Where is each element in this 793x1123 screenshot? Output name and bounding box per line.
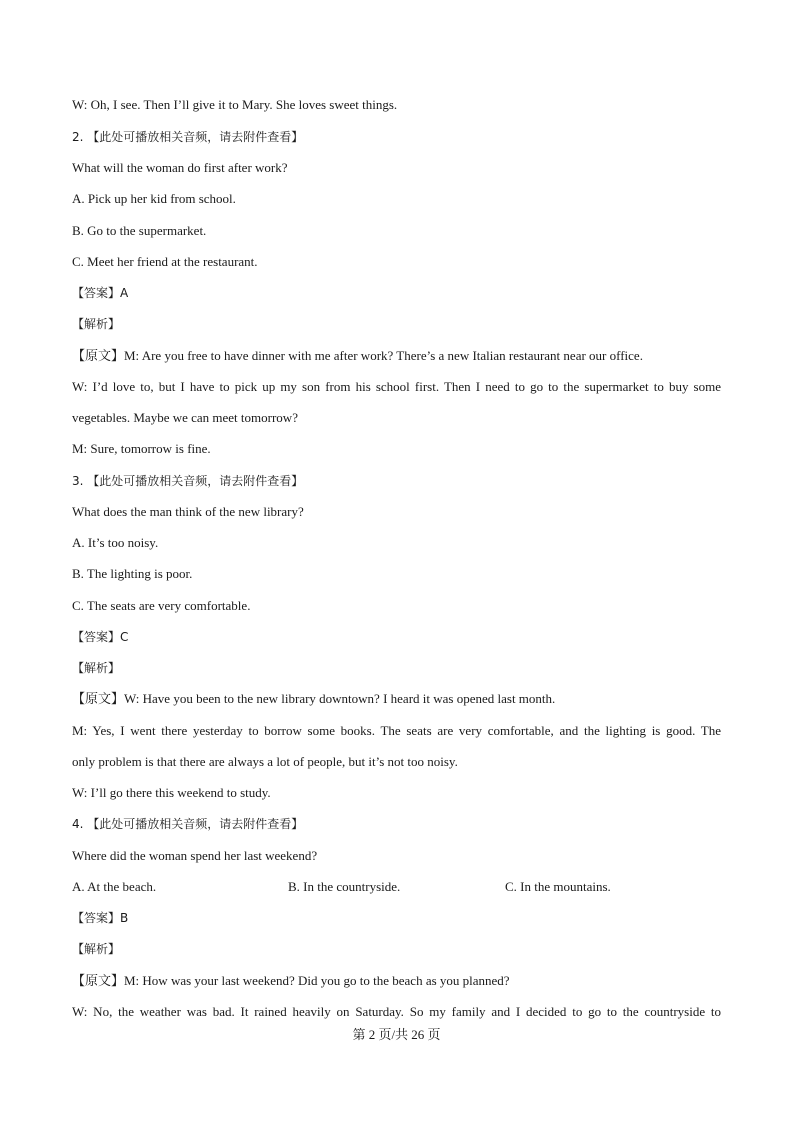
transcript-line: 【原文】M: Are you free to have dinner with me after work? There’s a new Italian restaurant near our office. (72, 348, 643, 363)
transcript-line: M: Yes, I went there yesterday to borrow some books. The seats are very comfortable, and the lighting is good. The (72, 723, 721, 738)
transcript-line: W: I’ll go there this weekend to study. (72, 785, 271, 800)
analysis-label: 【解析】 (72, 317, 121, 331)
option-b: B. Go to the supermarket. (72, 223, 207, 238)
question-text: Where did the woman spend her last weekend? (72, 848, 318, 863)
transcript-line: W: No, the weather was bad. It rained heavily on Saturday. So my family and I decided to go to the countryside to (72, 1004, 721, 1019)
question-heading: 4. 【此处可播放相关音频，请去附件查看】 (72, 817, 304, 831)
answer-label: 【答案】A (72, 286, 129, 300)
transcript-line: W: I’d love to, but I have to pick up my son from his school first. Then I need to go to the supermarket to buy some (72, 379, 721, 394)
option-a: A. Pick up her kid from school. (72, 191, 236, 206)
analysis-label: 【解析】 (72, 661, 121, 675)
option-b: B. In the countryside. (288, 879, 401, 894)
transcript-line: M: Sure, tomorrow is fine. (72, 441, 211, 456)
question-heading: 3. 【此处可播放相关音频，请去附件查看】 (72, 474, 304, 488)
option-c: C. In the mountains. (505, 879, 611, 894)
option-c: C. The seats are very comfortable. (72, 598, 251, 613)
question-text: What will the woman do first after work? (72, 160, 288, 175)
answer-label: 【答案】B (72, 911, 129, 925)
dialogue-line: W: Oh, I see. Then I’ll give it to Mary. She loves sweet things. (72, 97, 398, 112)
option-a: A. It’s too noisy. (72, 535, 159, 550)
question-text: What does the man think of the new library? (72, 504, 304, 519)
analysis-label: 【解析】 (72, 942, 121, 956)
option-b: B. The lighting is poor. (72, 566, 193, 581)
option-c: C. Meet her friend at the restaurant. (72, 254, 258, 269)
answer-label: 【答案】C (72, 630, 129, 644)
option-a: A. At the beach. (72, 879, 157, 894)
transcript-line: 【原文】W: Have you been to the new library downtown? I heard it was opened last month. (72, 691, 556, 706)
transcript-line: only problem is that there are always a lot of people, but it’s not too noisy. (72, 754, 458, 769)
transcript-line: vegetables. Maybe we can meet tomorrow? (72, 410, 298, 425)
page-footer: 第 2 页/共 26 页 (352, 1027, 441, 1042)
question-heading: 2. 【此处可播放相关音频，请去附件查看】 (72, 130, 304, 144)
transcript-line: 【原文】M: How was your last weekend? Did you go to the beach as you planned? (72, 973, 510, 988)
